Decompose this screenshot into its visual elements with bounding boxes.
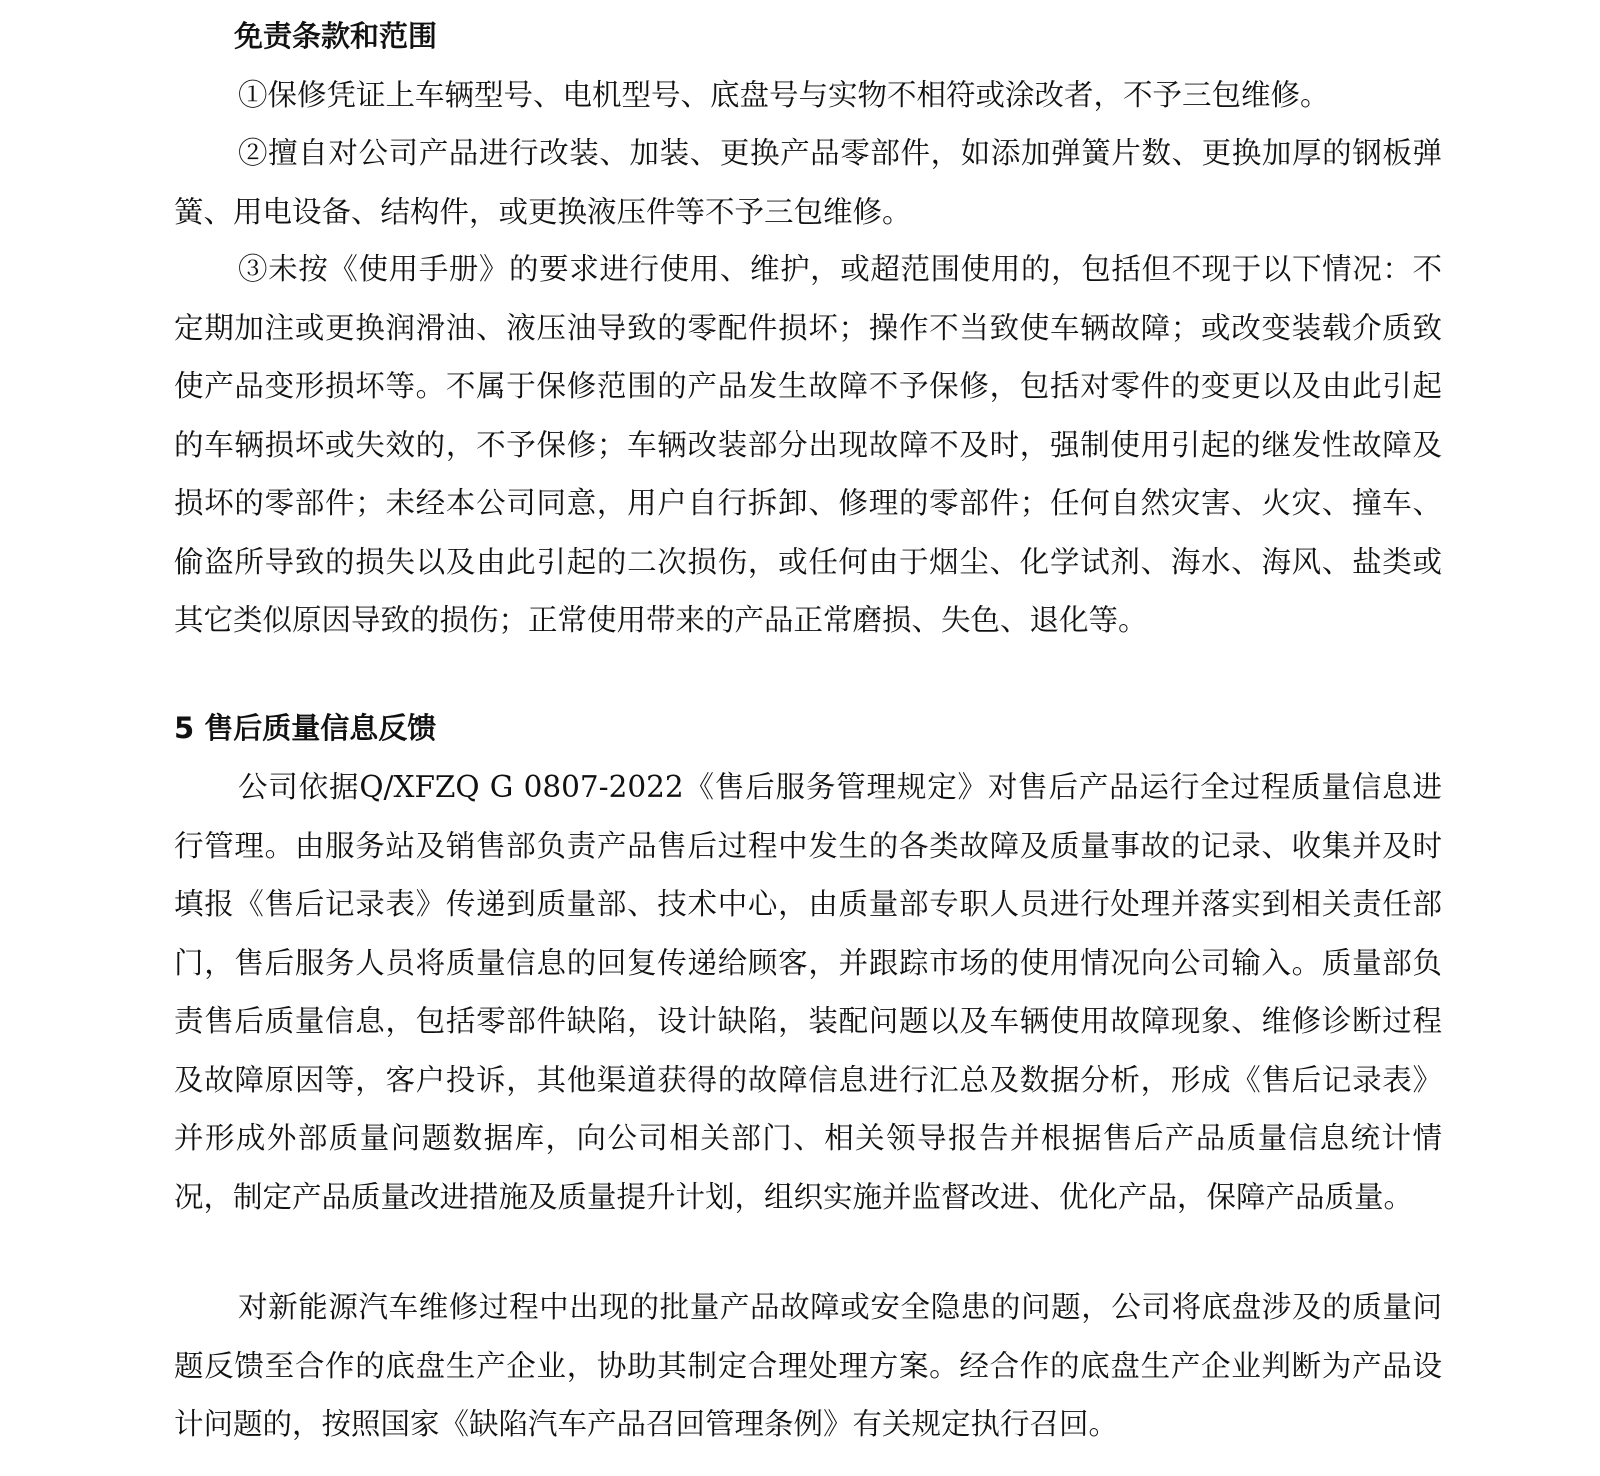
section-heading-disclaimer: 免责条款和范围 [234,19,438,53]
disclaimer-item-2: ②擅自对公司产品进行改装、加装、更换产品零部件，如添加弹簧片数、更换加厚的钢板弹簧、用电设备、结构件，或更换液压件等不予三包维修。 [174,136,1442,229]
section-heading-feedback: 5 售后质量信息反馈 [174,711,437,745]
feedback-paragraph-2: 对新能源汽车维修过程中出现的批量产品故障或安全隐患的问题，公司将底盘涉及的质量问题反馈至合作的底盘生产企业，协助其制定合理处理方案。经合作的底盘生产企业判断为产品设计问题的，按照国家《缺陷汽车产品召回管理条例》有关规定执行召回。 [174,1290,1442,1441]
disclaimer-item-3: ③未按《使用手册》的要求进行使用、维护，或超范围使用的，包括但不现于以下情况：不定期加注或更换润滑油、液压油导致的零配件损坏；操作不当致使车辆故障；或改变装载介质致使产品变形损坏等。不属于保修范围的产品发生故障不予保修，包括对零件的变更以及由此引起的车辆损坏或失效的，不予保修；车辆改装部分出现故障不及时，强制使用引起的继发性故障及损坏的零部件；未经本公司同意，用户自行拆卸、修理的零部件；任何自然灾害、火灾、撞车、偷盗所导致的损失以及由此引起的二次损伤，或任何由于烟尘、化学试剂、海水、海风、盐类或其它类似原因导致的损伤；正常使用带来的产品正常磨损、失色、退化等。 [174,252,1442,637]
feedback-paragraph-1: 公司依据Q/XFZQ G 0807-2022《售后服务管理规定》对售后产品运行全过程质量信息进行管理。由服务站及销售部负责产品售后过程中发生的各类故障及质量事故的记录、收集并及时填报《售后记录表》传递到质量部、技术中心，由质量部专职人员进行处理并落实到相关责任部门，售后服务人员将质量信息的回复传递给顾客，并跟踪市场的使用情况向公司输入。质量部负责售后质量信息，包括零部件缺陷，设计缺陷，装配问题以及车辆使用故障现象、维修诊断过程及故障原因等，客户投诉，其他渠道获得的故障信息进行汇总及数据分析，形成《售后记录表》并形成外部质量问题数据库，向公司相关部门、相关领导报告并根据售后产品质量信息统计情况，制定产品质量改进措施及质量提升计划，组织实施并监督改进、优化产品，保障产品质量。 [174,770,1442,1214]
disclaimer-item-1: ①保修凭证上车辆型号、电机型号、底盘号与实物不相符或涂改者，不予三包维修。 [238,78,1330,112]
